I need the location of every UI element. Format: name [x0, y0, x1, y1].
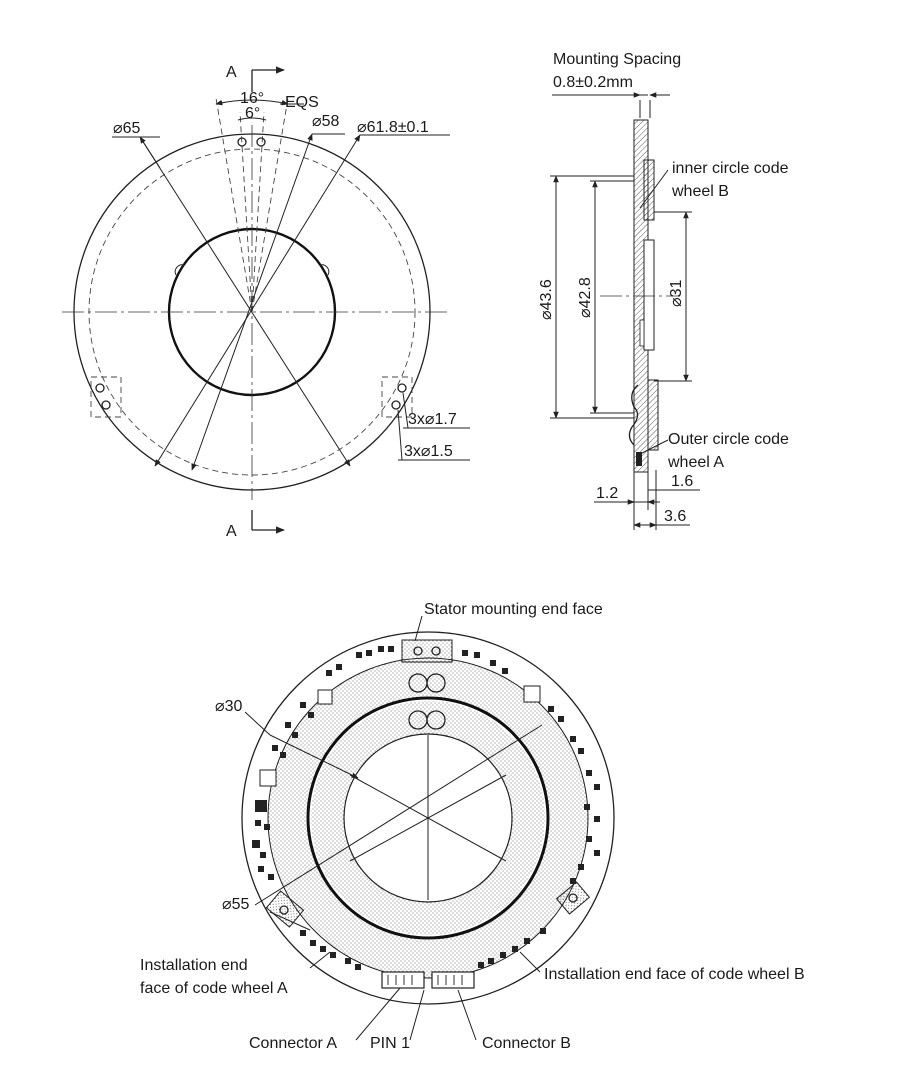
section-a-top-label: A	[226, 64, 237, 81]
eqs-label: EQS	[285, 94, 319, 111]
mounting-spacing-value: 0.8±0.2mm	[553, 74, 633, 91]
install-b-label: Installation end face of code wheel B	[544, 966, 805, 983]
connector-a-label: Connector A	[249, 1035, 338, 1052]
dia-30-label: ⌀30	[215, 698, 243, 715]
dia-61-8-label: ⌀61.8±0.1	[357, 119, 429, 136]
inner-wheel-label-1: inner circle code	[672, 160, 789, 177]
install-a-label-1: Installation end	[140, 957, 248, 974]
install-a-label-2: face of code wheel A	[140, 980, 288, 997]
stator-face-label: Stator mounting end face	[424, 601, 603, 618]
connector-b-label: Connector B	[482, 1035, 571, 1052]
dim-1-2-label: 1.2	[596, 485, 619, 502]
hole-1-5-label: 3x⌀1.5	[404, 443, 453, 460]
hole-1-7-label: 3x⌀1.7	[408, 411, 457, 428]
angle-6-label: 6°	[245, 105, 261, 122]
dia-43-6-label: ⌀43.6	[538, 279, 555, 320]
front-view	[62, 70, 470, 530]
dia-58-label: ⌀58	[312, 113, 340, 130]
outer-wheel-label-1: Outer circle code	[668, 431, 789, 448]
dia-42-8-label: ⌀42.8	[577, 277, 594, 318]
mounting-spacing-label: Mounting Spacing	[553, 51, 682, 68]
inner-wheel-label-2: wheel B	[672, 183, 729, 200]
dim-3-6-label: 3.6	[664, 508, 687, 525]
dia-55-label: ⌀55	[222, 896, 250, 913]
outer-wheel-label-2: wheel A	[668, 454, 725, 471]
dim-1-6-label: 1.6	[671, 473, 694, 490]
pin1-label: PIN 1	[370, 1035, 411, 1052]
dia-31-label: ⌀31	[668, 279, 685, 307]
section-a-bottom-label: A	[226, 523, 237, 540]
angle-16-label: 16°	[240, 90, 265, 107]
dia-65-label: ⌀65	[113, 120, 141, 137]
